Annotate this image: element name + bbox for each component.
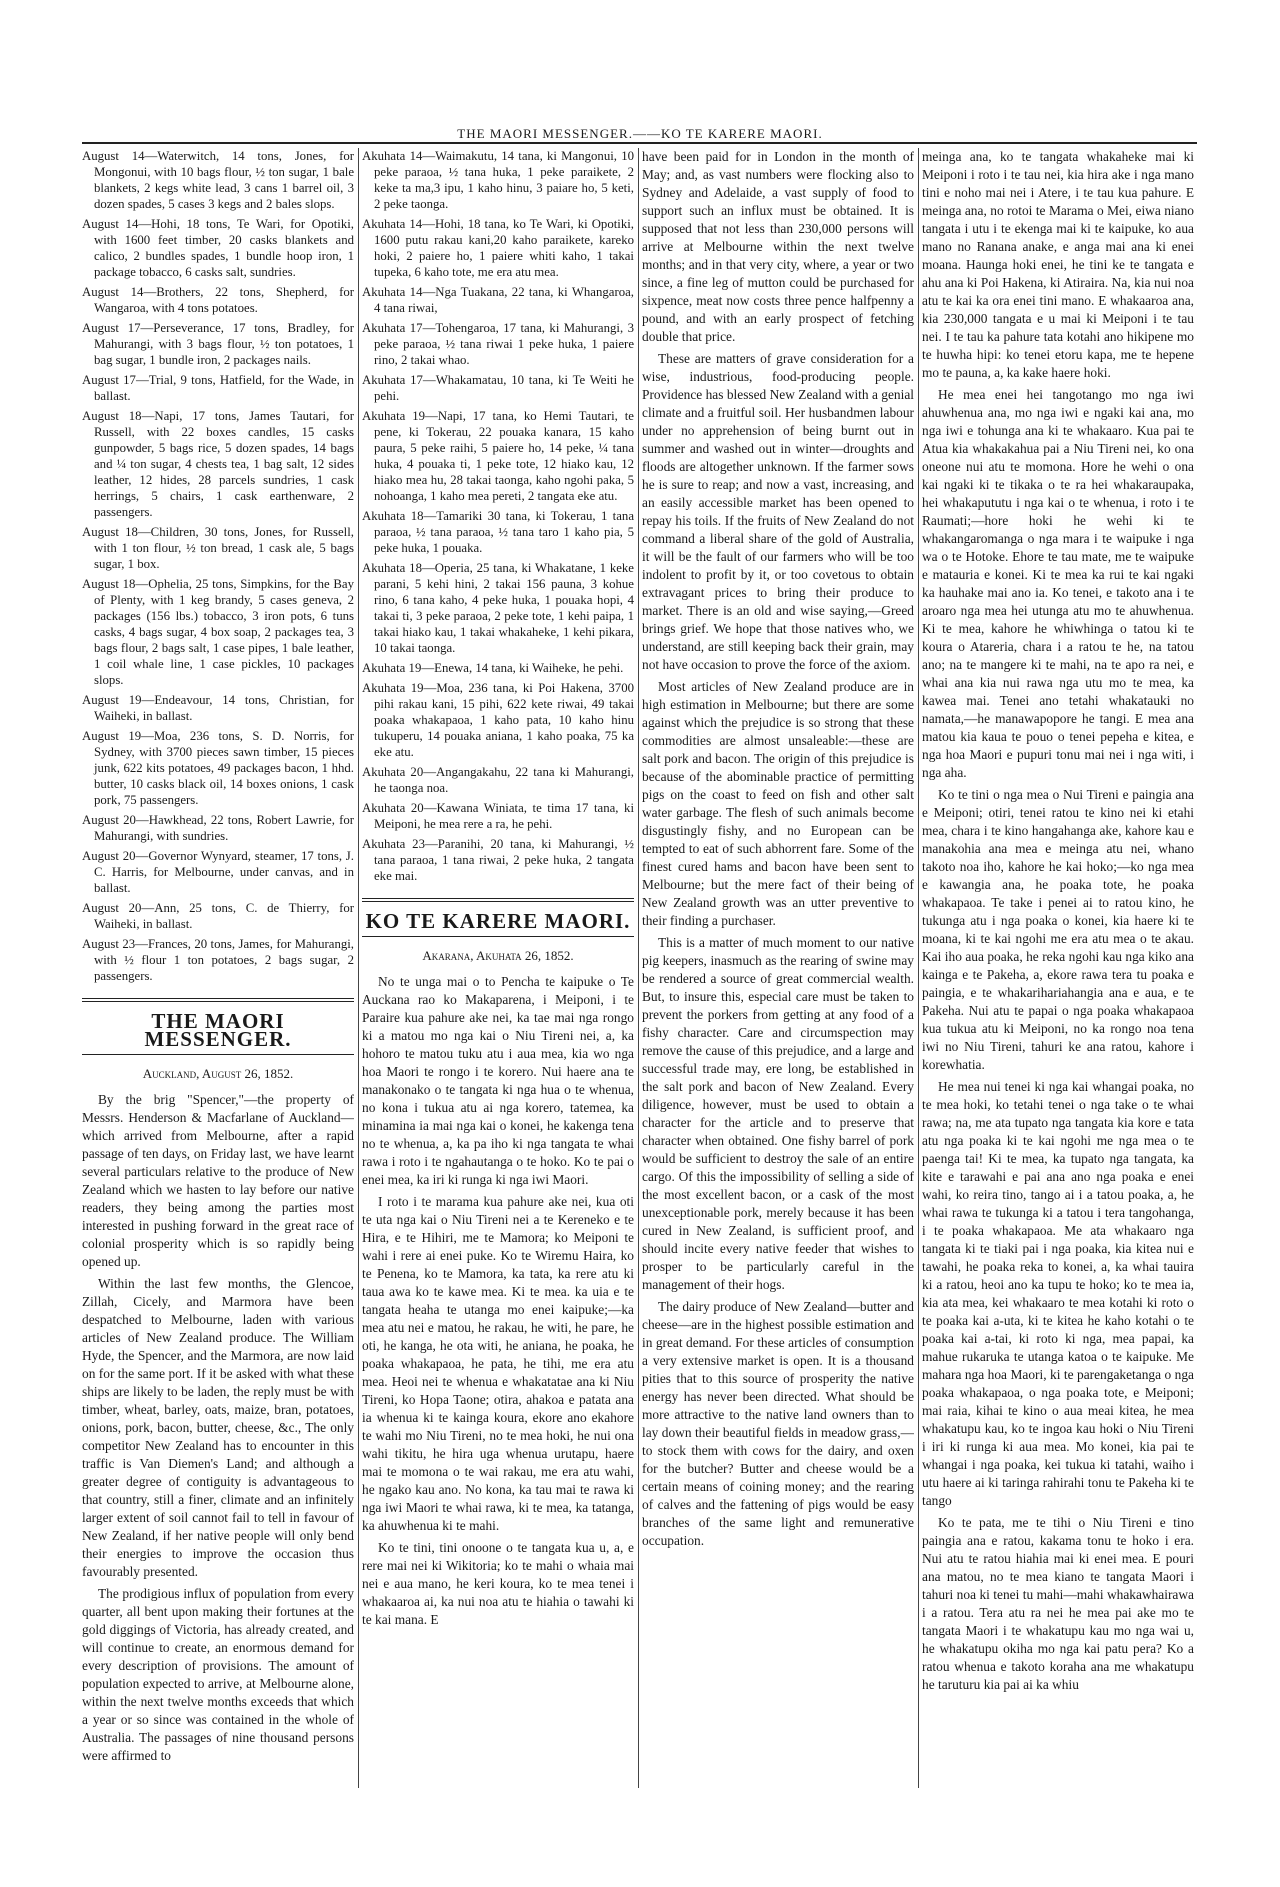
article-paragraph: The prodigious influx of population from every quarter, all bent upon making their fortunes at the gold diggings of Victoria, has already created, and will continue to create, an enormous demand for every description of provisions. The amount of population expected to arrive, at Melbourne alone, within the next twelve months exceeds that which a year or so since was contained in the whole of Australia. The passages of nine thousand persons were affirmed to: [82, 1586, 354, 1763]
article-paragraph: have been paid for in London in the month of May; and, as vast numbers were flocking also to Sydney and Adelaide, a vast supply of food to support such an influx must be obtained. It is supposed that not less than 230,000 persons will arrive at Melbourne within the next twelve months; and in that very city, where, a year or two since, a fine leg of mutton could be purchased for sixpence, meat now costs three pence halfpenny a pound, and with an early prospect of fetching double that price.: [642, 149, 914, 344]
shipping-entry: August 23—Frances, 20 tons, James, for Mahurangi, with ½ flour 1 ton potatoes, 2 bags sugar, 2 passengers.: [82, 937, 354, 983]
article-paragraph: meinga ana, ko te tangata whakaheke mai ki Meiponi i roto i te tau nei, kia hira ake i nga mano tini e noho mai nei i Atere, i te tau kua pahure. E meinga ana, no rotoi te Marama o Mei, eiwa niano tangata i utu i te ekenga mai ki te kaipuke, ko aua mano no Ranana anake, e anga mai ana ki enei moana. Haunga hoki enei, he tini ke te tangata e ahu ana ki Poi Hakena, ki Atiraira. Na, kia nui noa atu te kai ka ora enei tini mano. E whakaaroa ana, kia 230,000 tangata e u mai ki Meiponi i te tau nei. I te tau ka pahure tata kotahi ano hikipene mo te huwha hipi: ko tenei etoru kapa, me te hepene mo te pauna, a, ka kake haere hoki.: [922, 149, 1194, 380]
article-paragraph: Ko te pata, me te tihi o Niu Tireni e tino paingia ana e ratou, kakama tonu te hoko i era. Nui atu te ratou hiahia mai ki enei mea. E pouri ana matou, no te mea kiano te tangata Maori i tahuri noa ki tenei tu mahi—mahi whakawhairawa i a ratou. Tera atu ra nei he mea pai ake mo te tangata Maori i te whakatupu kau mo nga wai u, he whakatupu okiha mo nga kai patu pera? Ko a ratou whenua e takoto koraha ana me whakatupu he taruturu kia pai ai ka whiu: [922, 1515, 1194, 1692]
shipping-entry: Akuhata 17—Tohengaroa, 17 tana, ki Mahurangi, 3 peke paraoa, ½ tana riwai 1 peke huka, 1 paiere rino, 2 takai whao.: [362, 321, 634, 367]
masthead-maori: [362, 898, 634, 937]
article-paragraph: Most articles of New Zealand produce are in high estimation in Melbourne; but there are some against which the prejudice is so strong that these commodities are almost unsaleable:—these are salt pork and bacon. The origin of this prejudice is because of the abominable practice of permitting pigs on the coast to feed on fish and other salt water garbage. The flesh of such animals become disgustingly fishy, and no European can be tempted to eat of such abhorrent fare. Some of the finest cured hams and bacon have been sent to Melbourne; but the mere fact of their being of New Zealand growth was an utter preventive to their finding a purchaser.: [642, 679, 914, 928]
shipping-entry: August 18—Children, 30 tons, Jones, for Russell, with 1 ton flour, ½ ton bread, 1 cask ale, 5 bags sugar, 1 box.: [82, 525, 354, 571]
article-paragraph: Ko te tini, tini onoone o te tangata kua u, a, e rere mai nei ki Wikitoria; ko te mahi o whaia mai nei e aua mano, he keri koura, ko te mea tenei i whakaaroa ai, ka nui noa atu te hiahia o tawahi ki te kai mana. E: [362, 1540, 634, 1627]
shipping-entry: Akuhata 17—Whakamatau, 10 tana, ki Te Weiti he pehi.: [362, 373, 634, 403]
masthead-title: THE MAORI MESSENGER.: [144, 1009, 292, 1051]
article-paragraph: He mea nui tenei ki nga kai whangai poaka, no te mea hoki, ko tetahi tenei o nga take o te whai rawa; na, me ata tupato nga tangata kia kore e tata atu nga poaka ki te kai ngohi me nga mea o te paenga tai! Ki te mea, ka tupato nga tangata, ka kite e tarawahi e pai ana ano nga poaka e enei wahi, ko reira tino, tango ai i a tatou poaka, a, he whai rawa te tukunga ki a tatou i tera tangohanga, i te poaka whakapaoa. Me ata whakaaro nga tangata ki te tiaki pai i nga poaka, kia kitea nui e tawahi, he poaka reka to konei, a, ka whai tauira ki a ratou, heoi ano ka tupu te hoko; ko te mea ia, kia ata mea, kei whakaaro te mea kotahi ki roto o te poaka kai a-uta, ki te kitea he kaho kotahi o te poaka kai a-tai, ki roto ki nga, mea papai, ka mahue rukaruka te utanga katoa o te kaipuke. Me mahara nga hoa Maori, ki te parengaketanga o nga poaka whakapaoa, o nga poaka tote, e Meiponi; mai raia, kihai te kino o aua meai kitea, he mea whakatupu kau, ko te ingoa kau hoki o Niu Tireni i iri ki runga ki aua mea. Mo konei, kia pai te whangai i nga poaka, kei tukua ki tatahi, waiho i utu haere ai ki taringa rahirahi tonu te Pakeha ki te tango: [922, 1079, 1194, 1508]
shipping-entry: August 14—Waterwitch, 14 tons, Jones, for Mongonui, with 10 bags flour, ½ ton sugar, 1 bale blankets, 2 kegs white lead, 3 cans 1 barrel oil, 3 dozen spades, 5 cases 3 kegs and 2 bales slops.: [82, 149, 354, 211]
shipping-entry: Akuhata 19—Moa, 236 tana, ki Poi Hakena, 3700 pihi rakau kani, 15 pihi, 622 kete riwai, 49 takai poaka whakapaoa, 1 kaho pata, 10 kaho hinu tukuperu, 14 pouaka aniana, 1 kaho poaka, 75 ka eke atu.: [362, 681, 634, 759]
shipping-entry: Akuhata 19—Enewa, 14 tana, ki Waiheke, he pehi.: [362, 661, 624, 675]
shipping-entry: August 19—Endeavour, 14 tons, Christian, for Waiheki, in ballast.: [82, 693, 354, 723]
shipping-entry: August 14—Hohi, 18 tons, Te Wari, for Opotiki, with 1600 feet timber, 20 casks blankets and calico, 2 bundles spades, 1 bundle hoop iron, 1 package tobacco, 6 casks salt, sundries.: [82, 217, 354, 279]
running-head: THE MAORI MESSENGER.——KO TE KARERE MAORI.: [457, 126, 823, 141]
shipping-entry: Akuhata 14—Hohi, 18 tana, ko Te Wari, ki Opotiki, 1600 putu rakau kani,20 kaho paraikete, kareko hoki, 2 paiere ho, 1 paiere whiti kaho, 1 takai tupeka, 6 kaho tote, me era atu mea.: [362, 217, 634, 279]
article-paragraph: This is a matter of much moment to our native pig keepers, inasmuch as the rearing of swine may be rendered a source of great commercial wealth. But, to insure this, especial care must be taken to prevent the porkers from getting at any food of a fishy character. Care and circumspection may remove the cause of this prejudice, and a large and successful trade may, ere long, be established in the salt pork and bacon of New Zealand. Every diligence, however, must be used to obtain a character for the article and to preserve that character when obtained. One fishy barrel of pork would be sufficient to destroy the sale of an entire cargo. Of this the impossibility of selling a side of the most excellent bacon, or a cask of the most unexceptionable pork, merely because it has been cured in New Zealand, is sufficient proof, and should incite every native feeder that wishes to prosper to be particularly careful in the management of their hogs.: [642, 935, 914, 1292]
shipping-list-maori: [362, 148, 634, 884]
article-paragraph: These are matters of grave consideration for a wise, industrious, food-producing people. Providence has blessed New Zealand with a genial climate and a fruitful soil. Her husbandmen labour under no apprehension of being burnt out in summer and washed out in winter—droughts and floods are altogether unknown. If the farmer sows he is sure to reap; and now a vast, increasing, and an easily accessible market has been opened to repay his toils. If the fruits of New Zealand do not command a liberal share of the gold of Australia, it will be the fault of our farmers who will be too indolent to profit by it, or too covetous to obtain extravagant prices to bring their produce to market. There is an old and wise saying,—Greed brings grief. We hope that those natives who, we understand, are still keeping back their grain, may not have occasion to prove the force of the axiom.: [642, 351, 914, 672]
shipping-entry: Akuhata 18—Operia, 25 tana, ki Whakatane, 1 keke parani, 5 kehi hini, 2 takai 156 pauna, 3 kohue rino, 6 tana kaho, 4 peke huka, 1 pouaka hopi, 4 takai ti, 3 peke paraoa, 2 peke tote, 1 kehi paipa, 1 takai hiako kau, 1 takai whakaheke, 1 kehi pikara, 10 takai taonga.: [362, 561, 634, 655]
article-paragraph: The dairy produce of New Zealand—butter and cheese—are in the highest possible estimation and in great demand. For these articles of consumption a very extensive market is open. It is a thousand pities that to this source of prosperity the native energy has never been directed. What should be more attractive to the native land owners than to lay down their beautiful fields in meadow grass,—to stock them with cows for the dairy, and oxen for the butcher? Butter and cheese would be a certain means of coining money; and the rearing of calves and the fattening of pigs would be easy branches of the same light and remunerative occupation.: [642, 1299, 914, 1548]
column-maori-article: [922, 148, 1194, 1788]
shipping-entry: Akuhata 20—Angangakahu, 22 tana ki Mahurangi, he taonga noa.: [362, 765, 634, 795]
header-rule: [82, 142, 1197, 144]
dateline-english: Auckland, August 26, 1852.: [142, 1066, 294, 1081]
article-paragraph: Ko te tini o nga mea o Nui Tireni e paingia ana e Meiponi; otiri, tenei ratou te kino nei ki etahi mea, chara i te kino hangahanga ake, kahore kau e manakohia ana mea e meinga atu nei, whano takoto noa iho, kahore he kai hoko;—ko nga mea e kawangia ana, he poaka tote, he poaka whakapaoa. Te take i penei ai to ratou kino, he tukunga atu i nga poaka o konei, kia haere ki te moana, ki te kai ngohi me era atu mea o te akau. Kai iho aua poaka, he reka ngohi kau nga kiko ana kainga e te Pakeha, a, ekore rawa tera tu poaka e paingia, e te whakarihariahangia ana e aua, e te Pakeha. Nui atu te papai o nga poaka whakapaoa kua tukua atu ki Meiponi, no ka rongo noa tena iwi no Niu Tireni, tahuri ke ana ratou, kahore i korewhatia.: [922, 787, 1194, 1072]
shipping-entry: August 20—Governor Wynyard, steamer, 17 tons, J. C. Harris, for Melbourne, under canvas, and in ballast.: [82, 849, 354, 895]
shipping-entry: August 20—Hawkhead, 22 tons, Robert Lawrie, for Mahurangi, with sundries.: [82, 813, 354, 843]
article-paragraph: By the brig "Spencer,"—the property of Messrs. Henderson & Macfarlane of Auckland—which arrived from Melbourne, after a rapid passage of ten days, on Friday last, we have learnt several particulars relative to the produce of New Zealand which we hasten to lay before our native readers, they being among the parties most interested in pushing forward in the great race of colonial prosperity which is so rapidly being opened up.: [82, 1092, 354, 1269]
shipping-entry: Akuhata 19—Napi, 17 tana, ko Hemi Tautari, te pene, ki Tokerau, 22 pouaka kanara, 15 kaho paura, 5 peke raihi, 5 paiere ho, 14 peke, ¼ tana huka, 4 pouaka ti, 1 peke tote, 12 hiako kau, 12 hiako mea hu, 28 takai taonga, kaho ngohi paka, 5 nohoanga, 1 kaho mea pereti, 2 tangata eke atu.: [362, 409, 634, 503]
column-maori-shipping: [362, 148, 634, 1788]
shipping-entry: Akuhata 23—Paranihi, 20 tana, ki Mahurangi, ½ tana paraoa, 1 tana riwai, 2 peke huka, 2 tangata eke mai.: [362, 837, 634, 883]
column-english-shipping: [82, 148, 354, 1788]
shipping-entry: August 20—Ann, 25 tons, C. de Thierry, for Waiheki, in ballast.: [82, 901, 354, 931]
column-divider: [638, 148, 639, 1788]
shipping-entry: Akuhata 14—Waimakutu, 14 tana, ki Mangonui, 10 peke paraoa, ½ tana huka, 1 peke paraikete, 2 keke ta ma,3 ipu, 1 kaho hinu, 3 paiare ho, 5 keti, 2 peke taonga.: [362, 149, 634, 211]
shipping-entry: Akuhata 14—Nga Tuakana, 22 tana, ki Whangaroa, 4 tana riwai,: [362, 285, 634, 315]
shipping-entry: Akuhata 20—Kawana Winiata, te tima 17 tana, ki Meiponi, he mea rere a ra, he pehi.: [362, 801, 634, 831]
dateline-maori: Akarana, Akuhata 26, 1852.: [422, 948, 574, 963]
article-paragraph: Within the last few months, the Glencoe, Zillah, Cicely, and Marmora have been despatched to Melbourne, laden with various articles of New Zealand produce. The William Hyde, the Spencer, and the Marmora, are now laid on for the same port. If it be asked with what these ships are likely to be laden, the reply must be with timber, wheat, barley, oats, maize, bran, potatoes, onions, pork, bacon, butter, cheese, &c., The only competitor New Zealand has to encounter in this traffic is Van Diemen's Land; and although a greater degree of contiguity is advantageous to that country, still a finer, climate and an infinitely larger extent of soil cannot fail to tell in favour of New Zealand, if her native people will only bend their energies to improve the occasion thus favourably presented.: [82, 1276, 354, 1579]
column-english-article: [642, 148, 914, 1788]
article-paragraph: No te unga mai o to Pencha te kaipuke o Te Auckana rao ko Makaparena, i Meiponi, i te Paraire kua pahure ake nei, ka tae mai nga rongo ki a matou mo nga kai o Niu Tireni nei, a, ka hohoro te matou tuku atu i aua mea, kia wo nga hoa Maori te rongo i te korero. Nui haere ana te manakonako o te tangata ki nga hua o te whenua, no kona i tukua atu ai nga korero, tatemea, ka minamina ia mai nga kai o konei, he kakenga tena no te whenua, a, ka pa iho ki nga tangata te whai rawa i roto i te ngahautanga o te hoko. Ko te pai o enei mea, ka iri ki runga ki nga iwi Maori.: [362, 974, 634, 1187]
shipping-entry: August 19—Moa, 236 tons, S. D. Norris, for Sydney, with 3700 pieces sawn timber, 15 pieces junk, 622 kits potatoes, 49 packages bacon, 1 hhd. butter, 10 casks black oil, 14 boxes onions, 1 cask pork, 75 passengers.: [82, 729, 354, 807]
column-divider: [358, 148, 359, 1788]
shipping-entry: Akuhata 18—Tamariki 30 tana, ki Tokerau, 1 tana paraoa, ½ tana paraoa, ½ tana taro 1 kaho pia, 5 peke huka, 1 pouaka.: [362, 509, 634, 555]
column-divider: [918, 148, 919, 1788]
article-paragraph: I roto i te marama kua pahure ake nei, kua oti te uta nga kai o Niu Tireni nei a te Kereneko e te Hira, e te Hihiri, me te Mamora; ko Meiponi te wahi i rere ai enei puke. Ko te Wiremu Haira, ko te Penena, ko te Mamora, ka tata, ka rere atu ki taua awa ko te kawe mea. Ki te mea. ka uia e te tangata heaha te utanga mo enei kaipuke;—ka mea atu nei e matou, he rakau, he witi, he pare, he oti, he kanga, he ota witi, he aniana, he poaka, he poaka whakapaoa, he pata, he tihi, me era atu mea. Heoi nei te whenua e whakatatae ana ki Niu Tireni, ko Hopa Taone; otira, ahakoa e patata ana ia whenua ki te kainga koura, ekore ano ekahore te wahi mo Niu Tireni, no te mea hoki, he nui ona wahi tikitu, he hira uga whenua urutapu, haere mai te momona o te wai rakau, me era atu wahi, he ngako kau ano. No kona, ka tau mai te rawa ki nga iwi Maori te whai rawa, ki te mea, ka tatanga, ka ahuwhenua ki te mahi.: [362, 1194, 634, 1533]
shipping-entry: August 18—Ophelia, 25 tons, Simpkins, for the Bay of Plenty, with 1 keg brandy, 5 cases geneva, 2 packages (156 lbs.) tobacco, 3 iron pots, 6 tuns casks, 4 bags sugar, 4 box soap, 2 packages tea, 3 bags flour, 2 bags salt, 1 case pipes, 1 bale leather, 1 coil whale line, 1 case pickles, 10 packages slops.: [82, 577, 354, 687]
shipping-entry: August 17—Trial, 9 tons, Hatfield, for the Wade, in ballast.: [82, 373, 354, 403]
masthead-title: KO TE KARERE MAORI.: [365, 909, 631, 933]
shipping-entry: August 18—Napi, 17 tons, James Tautari, for Russell, with 22 boxes candles, 15 casks gunpowder, 5 bags rice, 5 dozen spades, 14 bags and ¼ ton sugar, 4 chests tea, 1 bag salt, 12 sides leather, 12 hides, 28 parcels sundries, 1 cask herrings, 5 chairs, 1 cask earthenware, 2 passengers.: [82, 409, 354, 519]
masthead-english: [82, 998, 354, 1055]
article-paragraph: He mea enei hei tangotango mo nga iwi ahuwhenua ana, mo nga iwi e ngaki kai ana, mo nga iwi e tohunga ana ki te whakaaro. Kua pai te Atua kia whakakahua pai a Niu Tireni nei, ko ona oneone nui atu te momona. Hore he wehi o ona kai ngaki ki te tikaka o te ra hei whakaraupaka, hei whakapututu i nga kai o te whenua, i roto i te Raumati;—hore hoki he wehi ki te whakangaromanga o nga mara i te waipuke i nga wa o te Hotoke. Ehore te tau mate, me te waipuke e matauria e konei. Ki te mea ka rui te kai ngaki ka hauhake mai ano ia. Ko tenei, e takoto ana i te aroaro nga mea hei utunga atu mo te ahuwhenua. Ki te mea, kahore he whiwhinga o tatou ki te koura o Atareria, chara i a ratou te he, na tatou ano; na te mangere ki te mahi, na te apo ra nei, e whai ana kia nui rawa nga utu mo te mea, ka kawea mai. Tenei ano tetahi whakatauki no namata,—he manawapopore he tangi. E mea ana matou kia kaua te pouo o tenei pepeha e kitea, e nga hoa Maori e pupuri tonu mai nei i nga witi, i nga aha.: [922, 387, 1194, 780]
shipping-list-english: [82, 148, 354, 984]
shipping-entry: August 17—Perseverance, 17 tons, Bradley, for Mahurangi, with 3 bags flour, ½ ton potatoes, 1 bag sugar, 1 bundle iron, 2 packages nails.: [82, 321, 354, 367]
shipping-entry: August 14—Brothers, 22 tons, Shepherd, for Wangaroa, with 4 tons potatoes.: [82, 285, 354, 315]
